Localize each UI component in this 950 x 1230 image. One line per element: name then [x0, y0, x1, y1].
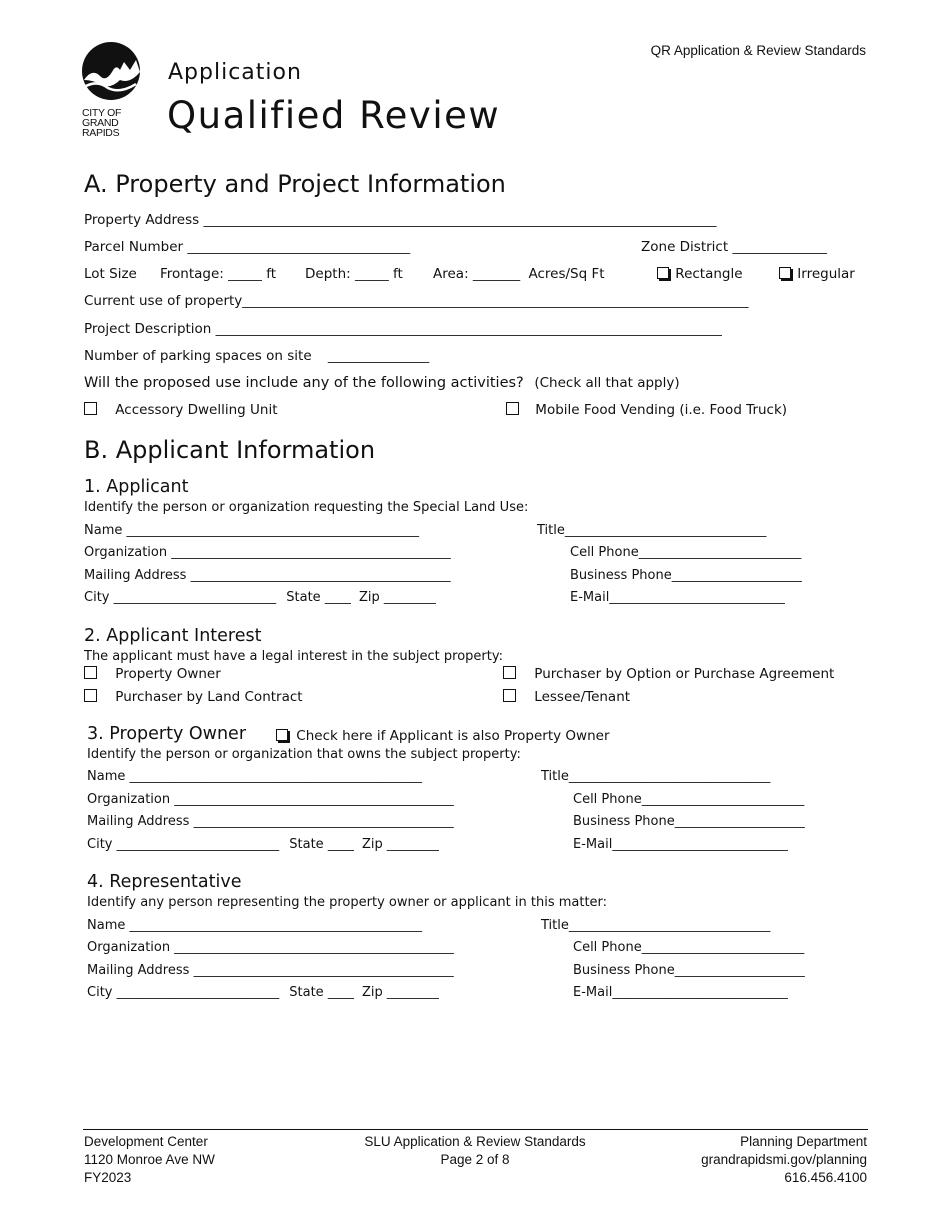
current-use-field[interactable]: ___________________________________________________________________________ — [242, 293, 749, 309]
applicant-heading: 1. Applicant — [84, 477, 189, 497]
area-field[interactable]: _______ — [472, 266, 525, 282]
interest-option-label: Purchaser by Option or Purchase Agreement — [534, 666, 835, 682]
rectangle-option[interactable] — [657, 266, 743, 282]
business-phone-label: Business Phone — [573, 814, 675, 829]
owner-bizphone-field[interactable]: ____________________ — [674, 814, 805, 829]
footer-left-line: Development Center — [84, 1134, 208, 1149]
applicant-city-row — [84, 590, 436, 605]
irregular-label: Irregular — [797, 266, 855, 282]
state-label: State — [286, 590, 321, 605]
parking-label: Number of parking spaces on site — [84, 348, 312, 364]
applicant-org-field[interactable]: ___________________________________________ — [171, 545, 451, 560]
cell-phone-label: Cell Phone — [573, 940, 642, 955]
interest-option[interactable] — [503, 689, 630, 705]
state-label: State — [289, 837, 324, 852]
business-phone-label: Business Phone — [573, 963, 675, 978]
property-address-row — [84, 212, 716, 228]
applicant-desc: Identify the person or organization requesting the Special Land Use: — [84, 500, 529, 515]
mailing-address-label: Mailing Address — [84, 568, 187, 583]
section-a-heading: A. Property and Project Information — [84, 170, 506, 198]
irregular-checkbox[interactable] — [779, 267, 791, 279]
organization-label: Organization — [84, 545, 168, 560]
city-logo — [80, 40, 142, 138]
current-use-row — [84, 293, 749, 309]
parking-row — [84, 348, 429, 364]
email-label: E-Mail — [570, 590, 610, 605]
rep-city-row — [87, 985, 439, 1000]
document-title: Qualified Review — [167, 94, 501, 137]
rep-email-field[interactable]: ___________________________ — [612, 985, 788, 1000]
applicant-bizphone-row — [570, 568, 802, 583]
activities-question-text: Will the proposed use include any of the following activities? — [84, 375, 524, 391]
frontage-field[interactable]: _____ — [228, 266, 267, 282]
owner-org-row — [87, 792, 454, 807]
interest-option-label: Property Owner — [115, 666, 221, 682]
rep-mail-row — [87, 963, 454, 978]
area-label: Area: — [433, 266, 469, 282]
rectangle-checkbox[interactable] — [657, 267, 669, 279]
representative-desc: Identify any person representing the property owner or applicant in this matter: — [87, 895, 608, 910]
area-row — [433, 266, 605, 282]
zip-label: Zip — [358, 590, 380, 605]
cell-phone-label: Cell Phone — [573, 792, 642, 807]
mailing-address-label: Mailing Address — [87, 963, 190, 978]
property-address-label: Property Address — [84, 212, 200, 228]
project-description-field[interactable]: ___________________________________________________________________________ — [215, 321, 722, 337]
applicant-zip-field[interactable]: ________ — [383, 590, 436, 605]
zone-district-label: Zone District — [641, 239, 729, 255]
zip-label: Zip — [361, 837, 383, 852]
document-label: QR Application & Review Standards — [650, 43, 866, 58]
rep-bizphone-field[interactable]: ____________________ — [674, 963, 805, 978]
email-label: E-Mail — [573, 985, 613, 1000]
activities-question — [84, 375, 680, 391]
footer-right-line: 616.456.4100 — [784, 1170, 867, 1185]
rep-name-row — [87, 918, 422, 933]
lessee-checkbox[interactable] — [503, 689, 516, 702]
applicant-name-row — [84, 523, 419, 538]
title-label: Title — [541, 918, 569, 933]
parcel-number-row — [84, 239, 410, 255]
rectangle-label: Rectangle — [675, 266, 743, 282]
interest-desc: The applicant must have a legal interest in the subject property: — [84, 649, 503, 664]
owner-name-row — [87, 769, 422, 784]
logo-text-line: CITY OF — [82, 107, 122, 119]
page-number: Page 2 of 8 — [440, 1152, 510, 1167]
parcel-number-label: Parcel Number — [84, 239, 184, 255]
applicant-title-row — [537, 523, 766, 538]
owner-cell-row — [573, 792, 804, 807]
document-title-small: Application — [168, 60, 302, 85]
logo-text-line: GRAND — [82, 117, 119, 129]
cell-phone-label: Cell Phone — [570, 545, 639, 560]
interest-option-label: Purchaser by Land Contract — [115, 689, 303, 705]
footer-left-line: FY2023 — [84, 1170, 132, 1185]
activities-hint: (Check all that apply) — [534, 375, 680, 391]
owner-title-field[interactable]: _______________________________ — [568, 769, 771, 784]
owner-org-field[interactable]: ___________________________________________ — [174, 792, 454, 807]
applicant-cell-row — [570, 545, 801, 560]
owner-title-row — [541, 769, 770, 784]
footer-left — [84, 1133, 215, 1187]
applicant-org-row — [84, 545, 451, 560]
applicant-cell-field[interactable]: _________________________ — [638, 545, 802, 560]
applicant-name-field[interactable]: _____________________________________________ — [126, 523, 419, 538]
footer-right — [701, 1133, 867, 1187]
mailing-address-label: Mailing Address — [87, 814, 190, 829]
footer-right-line: Planning Department — [740, 1134, 867, 1149]
owner-desc: Identify the person or organization that owns the subject property: — [87, 747, 521, 762]
applicant-mail-row — [84, 568, 451, 583]
purchaser-option-checkbox[interactable] — [503, 666, 516, 679]
logo-text-line: RAPIDS — [82, 127, 120, 139]
lot-size-label: Lot Size — [84, 266, 137, 282]
rep-org-row — [87, 940, 454, 955]
footer-right-line: grandrapidsmi.gov/planning — [701, 1152, 867, 1167]
applicant-title-field[interactable]: _______________________________ — [564, 523, 767, 538]
name-label: Name — [84, 523, 123, 538]
rep-name-field[interactable]: _____________________________________________ — [129, 918, 422, 933]
rep-title-row — [541, 918, 770, 933]
owner-zip-field[interactable]: ________ — [386, 837, 439, 852]
interest-option[interactable] — [503, 666, 834, 682]
adu-option[interactable] — [84, 402, 278, 418]
footer-center — [300, 1133, 650, 1169]
title-label: Title — [541, 769, 569, 784]
rep-state-field[interactable]: ____ — [327, 985, 358, 1000]
land-contract-checkbox[interactable] — [84, 689, 97, 702]
owner-name-field[interactable]: _____________________________________________ — [129, 769, 422, 784]
owner-same-checkbox[interactable] — [276, 729, 288, 741]
footer-divider — [83, 1129, 868, 1130]
footer-center-line: SLU Application & Review Standards — [364, 1134, 586, 1149]
property-owner-checkbox[interactable] — [84, 666, 97, 679]
rep-city-field[interactable]: _________________________ — [116, 985, 284, 1000]
applicant-bizphone-field[interactable]: ____________________ — [671, 568, 802, 583]
adu-checkbox[interactable] — [84, 402, 97, 415]
rep-bizphone-row — [573, 963, 805, 978]
interest-heading: 2. Applicant Interest — [84, 626, 262, 646]
zip-label: Zip — [361, 985, 383, 1000]
section-b-heading: B. Applicant Information — [84, 436, 376, 464]
owner-city-row — [87, 837, 439, 852]
depth-field[interactable]: _____ — [354, 266, 394, 282]
rep-title-field[interactable]: _______________________________ — [568, 918, 771, 933]
frontage-row — [160, 266, 276, 282]
city-label: City — [87, 837, 113, 852]
depth-label: Depth: — [305, 266, 351, 282]
rep-cell-field[interactable]: _________________________ — [641, 940, 805, 955]
rep-zip-field[interactable]: ________ — [386, 985, 439, 1000]
area-unit: Acres/Sq Ft — [528, 266, 605, 282]
parking-field[interactable]: _______________ — [327, 348, 430, 364]
interest-option[interactable] — [84, 689, 303, 705]
applicant-email-field[interactable]: ___________________________ — [609, 590, 785, 605]
owner-mail-field[interactable]: ________________________________________ — [193, 814, 454, 829]
title-label: Title — [537, 523, 565, 538]
applicant-mail-field[interactable]: ________________________________________ — [190, 568, 451, 583]
business-phone-label: Business Phone — [570, 568, 672, 583]
applicant-city-field[interactable]: _________________________ — [113, 590, 281, 605]
rep-mail-field[interactable]: ________________________________________ — [193, 963, 454, 978]
depth-unit: ft — [393, 266, 403, 282]
parcel-number-field[interactable]: _________________________________ — [187, 239, 411, 255]
applicant-state-field[interactable]: ____ — [324, 590, 355, 605]
property-address-field[interactable]: ____________________________________________________________________________ — [203, 212, 717, 228]
interest-option-label: Lessee/Tenant — [534, 689, 631, 705]
owner-city-field[interactable]: _________________________ — [116, 837, 284, 852]
owner-email-row — [573, 837, 788, 852]
organization-label: Organization — [87, 940, 171, 955]
rep-org-field[interactable]: ___________________________________________ — [174, 940, 454, 955]
city-logo-icon — [80, 40, 142, 104]
depth-row — [305, 266, 403, 282]
food-truck-checkbox[interactable] — [506, 402, 519, 415]
organization-label: Organization — [87, 792, 171, 807]
owner-same-option[interactable] — [276, 728, 610, 744]
email-label: E-Mail — [573, 837, 613, 852]
current-use-label: Current use of property — [84, 293, 243, 309]
interest-option[interactable] — [84, 666, 221, 682]
project-description-label: Project Description — [84, 321, 212, 337]
representative-heading: 4. Representative — [87, 872, 242, 892]
food-truck-option[interactable] — [506, 402, 787, 418]
rep-cell-row — [573, 940, 804, 955]
applicant-email-row — [570, 590, 785, 605]
name-label: Name — [87, 918, 126, 933]
owner-heading: 3. Property Owner — [87, 724, 247, 744]
adu-label: Accessory Dwelling Unit — [115, 402, 278, 418]
rep-email-row — [573, 985, 788, 1000]
owner-bizphone-row — [573, 814, 805, 829]
owner-email-field[interactable]: ___________________________ — [612, 837, 788, 852]
frontage-label: Frontage: — [160, 266, 224, 282]
project-description-row — [84, 321, 722, 337]
name-label: Name — [87, 769, 126, 784]
city-label: City — [84, 590, 110, 605]
food-truck-label: Mobile Food Vending (i.e. Food Truck) — [535, 402, 788, 418]
state-label: State — [289, 985, 324, 1000]
city-label: City — [87, 985, 113, 1000]
frontage-unit: ft — [266, 266, 276, 282]
owner-mail-row — [87, 814, 454, 829]
owner-same-label: Check here if Applicant is also Property Owner — [296, 728, 610, 744]
owner-state-field[interactable]: ____ — [327, 837, 358, 852]
zone-district-field[interactable]: ______________ — [732, 239, 827, 255]
owner-cell-field[interactable]: _________________________ — [641, 792, 805, 807]
footer-left-line: 1120 Monroe Ave NW — [84, 1152, 215, 1167]
zone-district-row — [641, 239, 827, 255]
irregular-option[interactable] — [779, 266, 855, 282]
